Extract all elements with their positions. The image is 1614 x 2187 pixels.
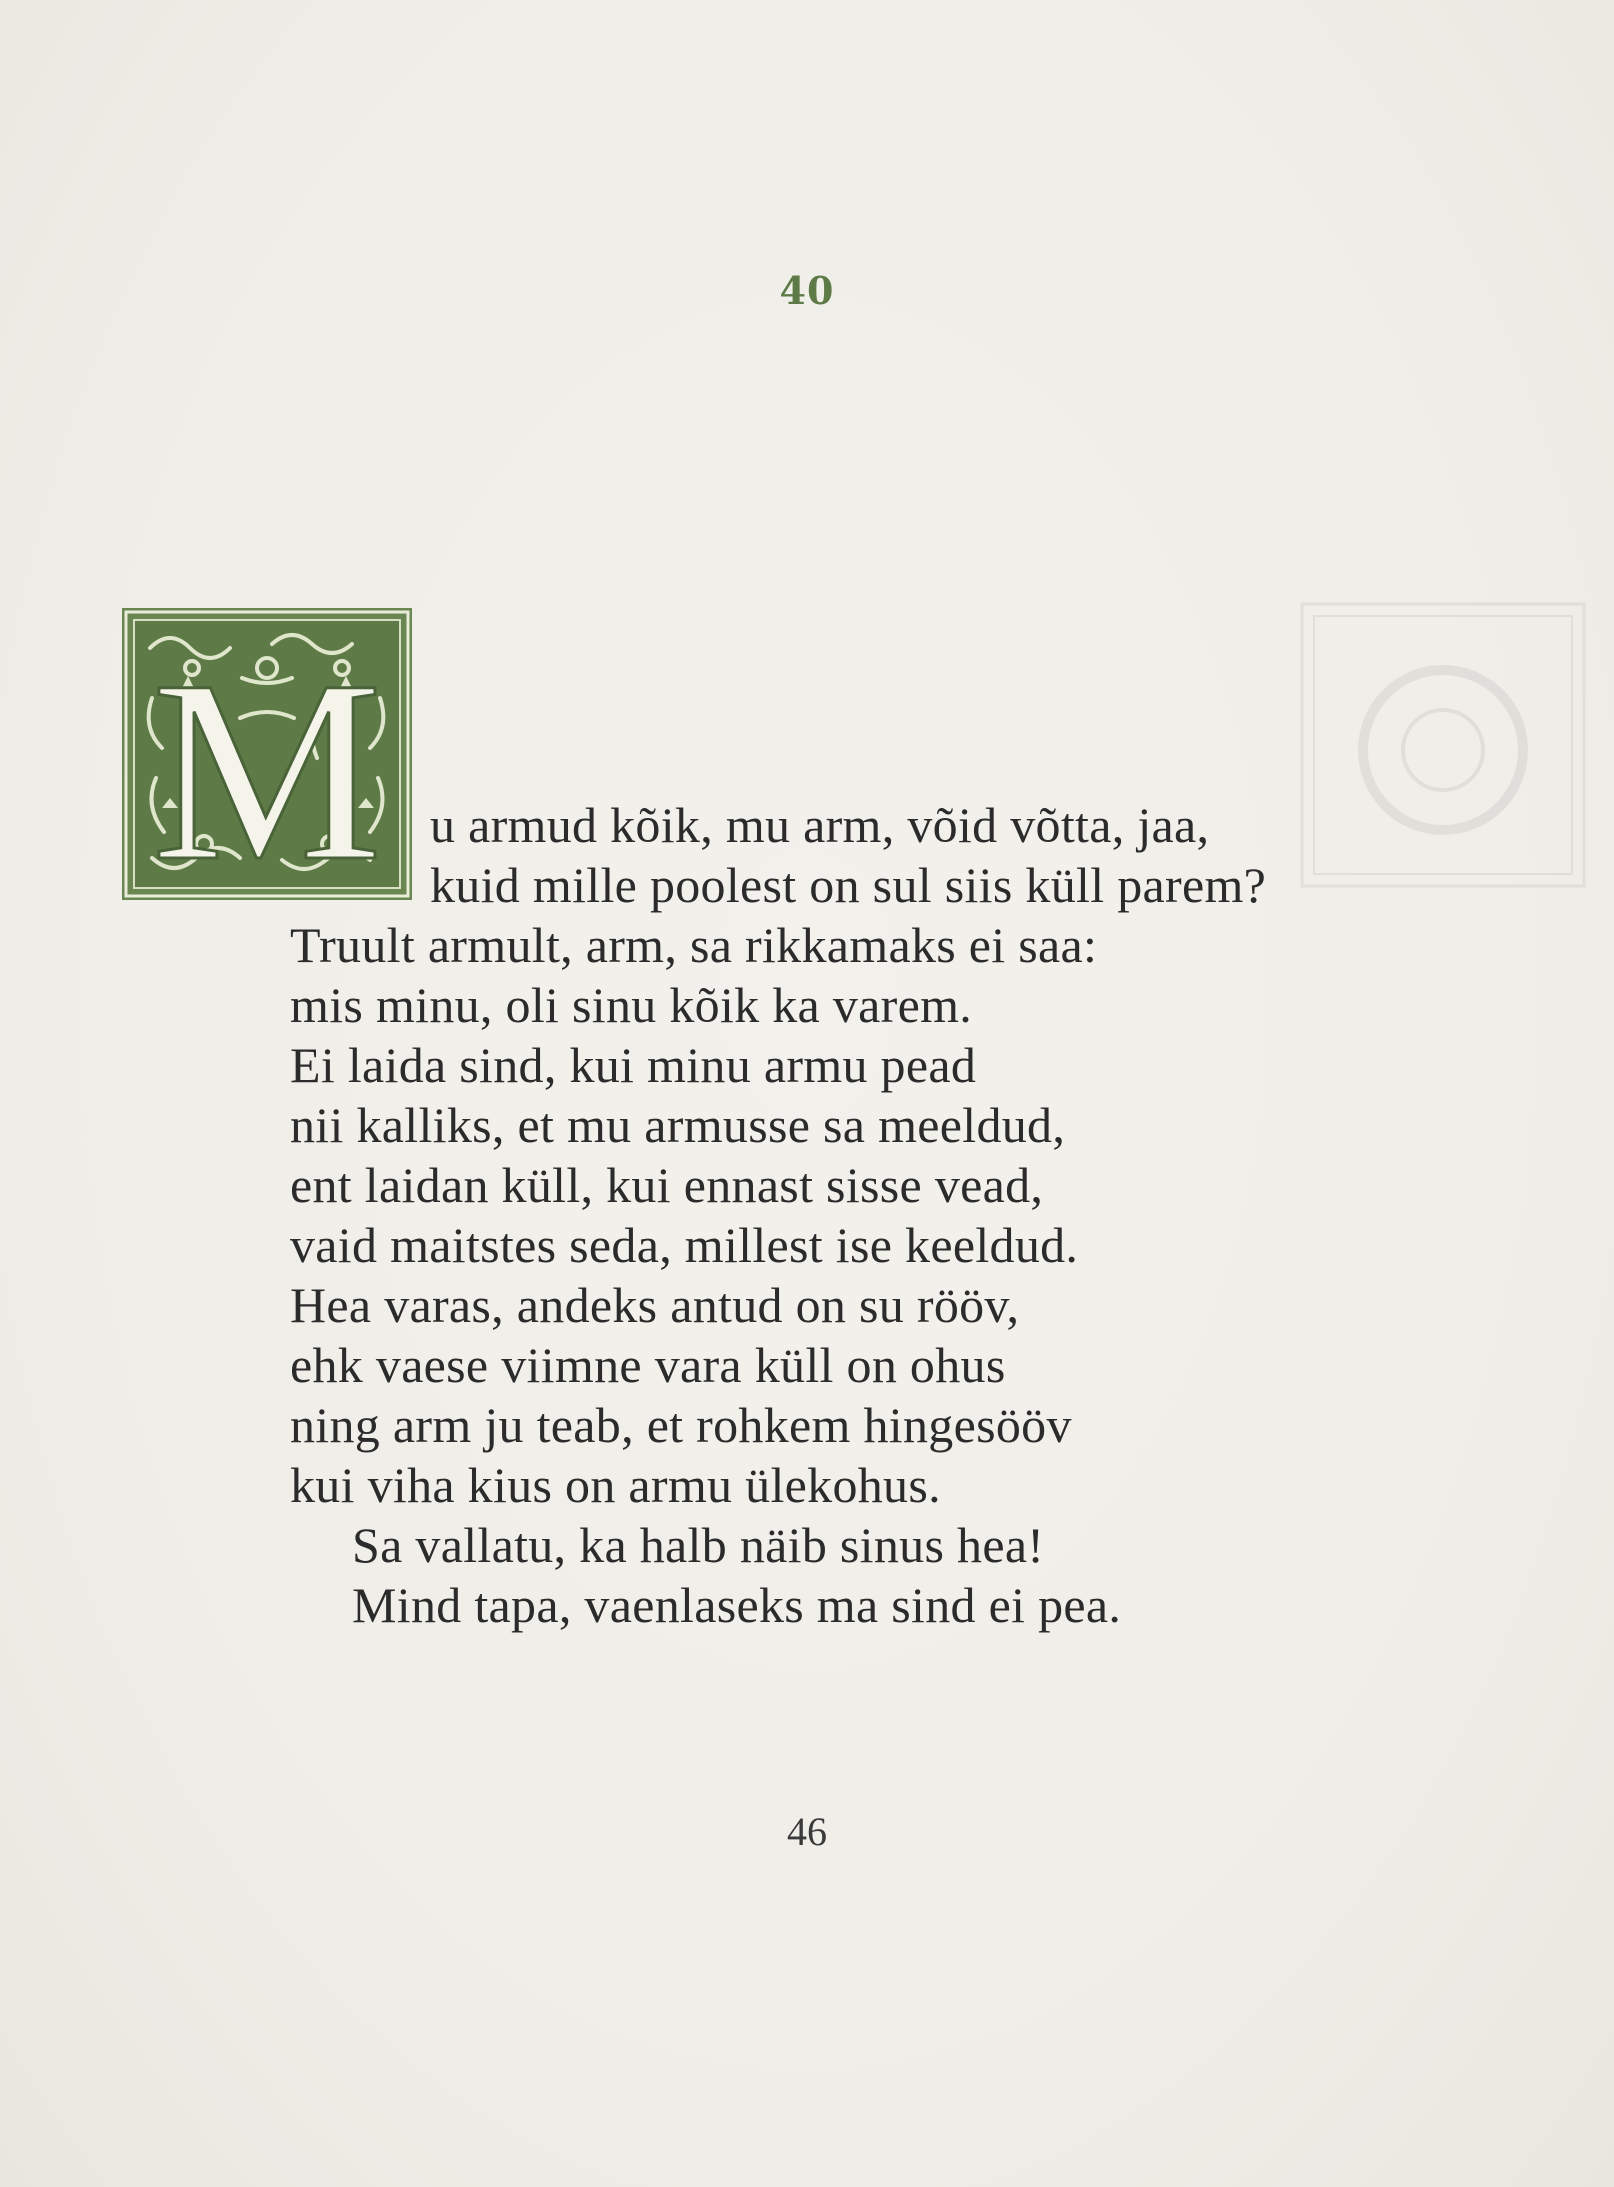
poem-line-1: u armud kõik, mu arm, võid võtta, jaa, xyxy=(430,797,1210,853)
poem-line-10: ehk vaese viimne vara küll on ohus xyxy=(290,1337,1006,1393)
bleed-through-ornament xyxy=(1298,600,1588,890)
poem-line-11: ning arm ju teab, et rohkem hingesööv xyxy=(290,1397,1072,1453)
poem-line-13: Sa vallatu, ka halb näib sinus hea! xyxy=(352,1517,1045,1573)
poem-line-6: nii kalliks, et mu armusse sa meeldud, xyxy=(290,1097,1066,1153)
poem-line-9: Hea varas, andeks antud on su rööv, xyxy=(290,1277,1020,1333)
initial-letter: M xyxy=(151,627,383,900)
poem-line-2: kuid mille poolest on sul siis küll parem? xyxy=(430,857,1267,913)
page-number: 46 xyxy=(787,1809,827,1854)
poem-line-7: ent laidan küll, kui ennast sisse vead, xyxy=(290,1157,1044,1213)
poem-line-3: Truult armult, arm, sa rikkamaks ei saa: xyxy=(290,917,1098,973)
sonnet-number: 40 xyxy=(779,268,835,313)
decorated-initial-m xyxy=(122,608,412,900)
poem-line-14: Mind tapa, vaenlaseks ma sind ei pea. xyxy=(352,1577,1122,1633)
poem-line-8: vaid maitstes seda, millest ise keeldud. xyxy=(290,1217,1079,1273)
poem-line-4: mis minu, oli sinu kõik ka varem. xyxy=(290,977,973,1033)
poem-line-12: kui viha kius on armu ülekohus. xyxy=(290,1457,941,1513)
poem-line-5: Ei laida sind, kui minu armu pead xyxy=(290,1037,977,1093)
